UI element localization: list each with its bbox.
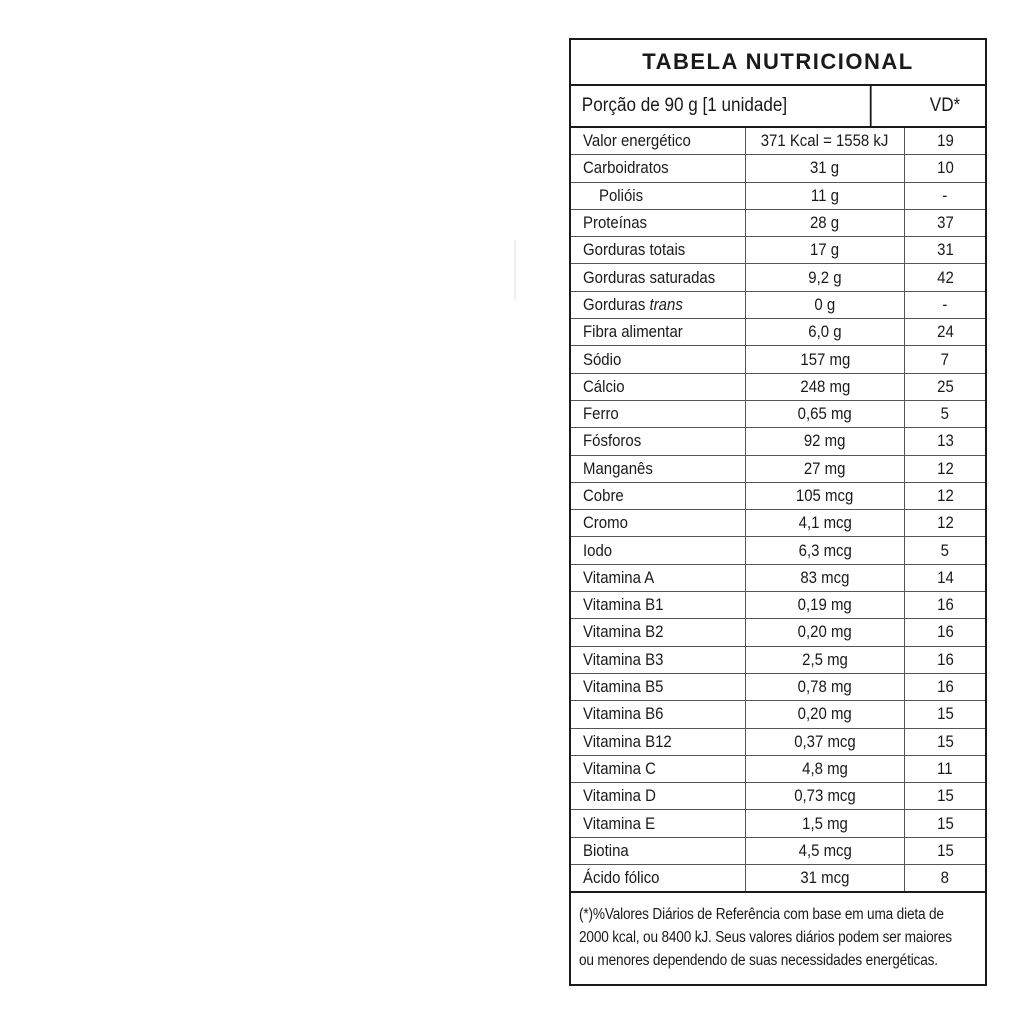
nutrient-amount: 0,78 mg [746,674,905,700]
table-row [571,319,985,346]
nutrient-amount: 0,19 mg [746,592,905,618]
nutrient-vd: 19 [936,131,954,151]
table-row [571,183,985,210]
nutrient-vd: 31 [936,240,954,260]
nutrient-name: Cálcio [571,374,746,400]
nutrient-amount: 4,1 mcg [746,510,905,536]
nutrient-rows [571,128,985,893]
nutrient-amount: 11 g [746,183,905,209]
nutrient-vd: 16 [936,649,954,669]
nutrient-name: Vitamina B3 [571,647,746,673]
nutrient-vd: - [942,294,948,314]
footnote [571,893,985,972]
nutrient-vd: 5 [940,540,950,560]
nutrient-name: Sódio [571,346,746,372]
background-mark [514,240,516,300]
nutrient-amount: 248 mg [746,374,905,400]
nutrient-vd: 13 [936,431,954,451]
nutrient-amount: 0,20 mg [746,619,905,645]
nutrient-vd: 15 [936,731,954,751]
nutrient-amount: 28 g [746,210,905,236]
nutrient-amount: 371 Kcal = 1558 kJ [746,128,905,154]
nutrient-name: Vitamina B5 [571,674,746,700]
nutrient-name: Fibra alimentar [571,319,746,345]
nutrient-vd: 8 [940,868,950,888]
table-row [571,674,985,701]
nutrient-amount: 31 mcg [746,865,905,891]
nutrient-amount: 31 g [746,155,905,181]
table-row [571,456,985,483]
nutrient-vd: 10 [936,158,954,178]
nutrient-name: Gorduras totais [571,237,746,263]
nutrient-vd: 12 [936,486,954,505]
nutrient-name: Proteínas [571,210,746,236]
nutrient-vd: 5 [940,404,950,424]
nutrient-name: Fósforos [571,428,746,454]
nutrient-name: Vitamina B2 [571,619,746,645]
nutrient-vd: 16 [936,677,954,697]
table-row [571,865,985,893]
table-row [571,783,985,810]
table-row [571,537,985,564]
nutrient-vd: 16 [936,622,954,642]
footnote-line: ou menores dependendo de suas necessidades energéticas. [579,952,938,970]
nutrient-name: Valor energético [571,128,746,154]
nutrient-amount: 92 mg [746,428,905,454]
footnote-line: 2000 kcal, ou 8400 kJ. Seus valores diários podem ser maiores [579,929,952,947]
nutrient-name: Vitamina C [571,756,746,782]
nutrient-vd: 14 [936,567,954,587]
table-row [571,401,985,428]
nutrition-table [569,38,987,986]
nutrient-name: Iodo [571,537,746,563]
table-row [571,237,985,264]
nutrient-amount: 0,20 mg [746,701,905,727]
table-row [571,155,985,182]
table-row [571,619,985,646]
table-row [571,264,985,291]
footnote-line: (*)%Valores Diários de Referência com base em uma dieta de [579,906,944,924]
nutrient-vd: 12 [936,458,954,478]
nutrient-vd: 24 [936,322,954,342]
nutrient-amount: 0 g [746,292,905,318]
nutrient-amount: 0,73 mcg [746,783,905,809]
table-row [571,810,985,837]
nutrient-vd: 15 [936,840,954,860]
nutrient-amount: 1,5 mg [746,810,905,836]
nutrient-name: Vitamina B6 [571,701,746,727]
nutrient-name: Ácido fólico [571,865,746,891]
nutrient-amount: 4,5 mcg [746,838,905,864]
nutrient-name: Vitamina B12 [571,729,746,755]
nutrient-vd: 25 [936,376,954,396]
nutrient-name: Cobre [571,483,746,509]
nutrient-vd: 7 [940,349,950,369]
nutrient-name: Gorduras trans [571,292,746,318]
nutrient-vd: 11 [937,758,953,778]
table-row [571,838,985,865]
table-row [571,592,985,619]
nutrient-name: Cromo [571,510,746,536]
table-row [571,647,985,674]
portion-label: Porção de 90 g [1 unidade] [571,86,872,126]
nutrient-amount: 0,37 mcg [746,729,905,755]
nutrient-amount: 6,3 mcg [746,537,905,563]
nutrient-amount: 2,5 mg [746,647,905,673]
table-row [571,210,985,237]
table-row [571,729,985,756]
nutrient-amount: 0,65 mg [746,401,905,427]
table-row [571,374,985,401]
nutrient-amount: 4,8 mg [746,756,905,782]
table-row [571,510,985,537]
table-row [571,701,985,728]
nutrient-vd: 37 [936,213,954,233]
nutrient-vd: 42 [936,267,954,287]
nutrient-vd: 15 [936,813,954,833]
nutrient-amount: 83 mcg [746,565,905,591]
nutrient-amount: 6,0 g [746,319,905,345]
nutrient-name: Vitamina B1 [571,592,746,618]
table-row [571,428,985,455]
nutrient-name: Ferro [571,401,746,427]
nutrient-amount: 9,2 g [746,264,905,290]
nutrient-amount: 17 g [746,237,905,263]
nutrient-amount: 105 mcg [746,483,905,509]
table-title: TABELA NUTRICIONAL [571,40,985,86]
table-row [571,565,985,592]
portion-header [571,86,985,128]
nutrient-vd: 15 [936,786,954,806]
nutrient-amount: 27 mg [746,456,905,482]
nutrient-vd: 12 [936,513,954,533]
nutrient-name: Manganês [571,456,746,482]
nutrient-name: Gorduras saturadas [571,264,746,290]
table-row [571,292,985,319]
table-row [571,128,985,155]
table-row [571,483,985,510]
nutrient-name: Biotina [571,838,746,864]
nutrient-name: Vitamina E [571,810,746,836]
nutrient-name: Polióis [571,183,746,209]
nutrient-vd: - [942,185,948,205]
nutrient-vd: 15 [936,704,954,724]
nutrient-name: Vitamina D [571,783,746,809]
nutrient-name: Vitamina A [571,565,746,591]
nutrient-name: Carboidratos [571,155,746,181]
nutrient-amount: 157 mg [746,346,905,372]
nutrient-vd: 16 [936,595,954,615]
vd-header: VD* [929,95,961,116]
table-row [571,346,985,373]
table-row [571,756,985,783]
